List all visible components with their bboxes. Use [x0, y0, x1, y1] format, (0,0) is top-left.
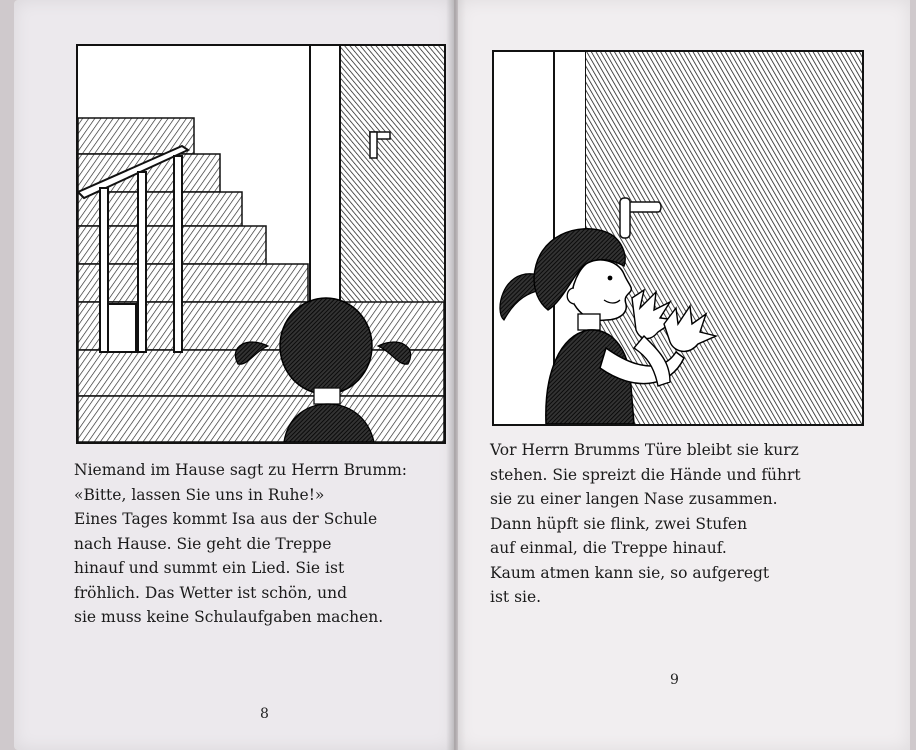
text-line: nach Hause. Sie geht die Treppe: [74, 534, 332, 553]
text-line: ist sie.: [490, 588, 542, 606]
book-gutter: [446, 0, 466, 750]
text-line: Niemand im Hause sagt zu Herrn Brumm:: [74, 461, 408, 479]
text-line: sie muss keine Schulaufgaben machen.: [74, 608, 384, 626]
text-line: stehen. Sie spreizt die Hände und führt: [490, 465, 801, 484]
text-line: Dann hüpft sie flink, zwei Stufen: [490, 514, 748, 533]
text-line: Eines Tages kommt Isa aus der Schule: [74, 510, 378, 528]
text-line: hinauf und summt ein Lied. Sie ist: [74, 559, 345, 577]
staircase-illustration: [76, 44, 446, 444]
door-illustration: [492, 50, 864, 426]
text-line: fröhlich. Das Wetter ist schön, und: [74, 583, 347, 602]
text-line: Vor Herrn Brumms Türe bleibt sie kurz: [490, 441, 799, 459]
right-page: [458, 0, 910, 750]
text-line: «Bitte, lassen Sie uns in Ruhe!»: [74, 485, 325, 504]
left-page: [14, 0, 454, 750]
left-page-text: [74, 458, 446, 630]
right-page-text: [490, 438, 862, 610]
text-line: Kaum atmen kann sie, so aufgeregt: [490, 563, 770, 582]
page-number-right: 9: [670, 672, 679, 688]
page-number-left: 8: [260, 706, 269, 722]
text-line: auf einmal, die Treppe hinauf.: [490, 539, 727, 557]
girl-at-door-icon: [494, 52, 862, 424]
text-line: sie zu einer langen Nase zusammen.: [490, 490, 778, 508]
girl-on-staircase-icon: [78, 46, 444, 442]
